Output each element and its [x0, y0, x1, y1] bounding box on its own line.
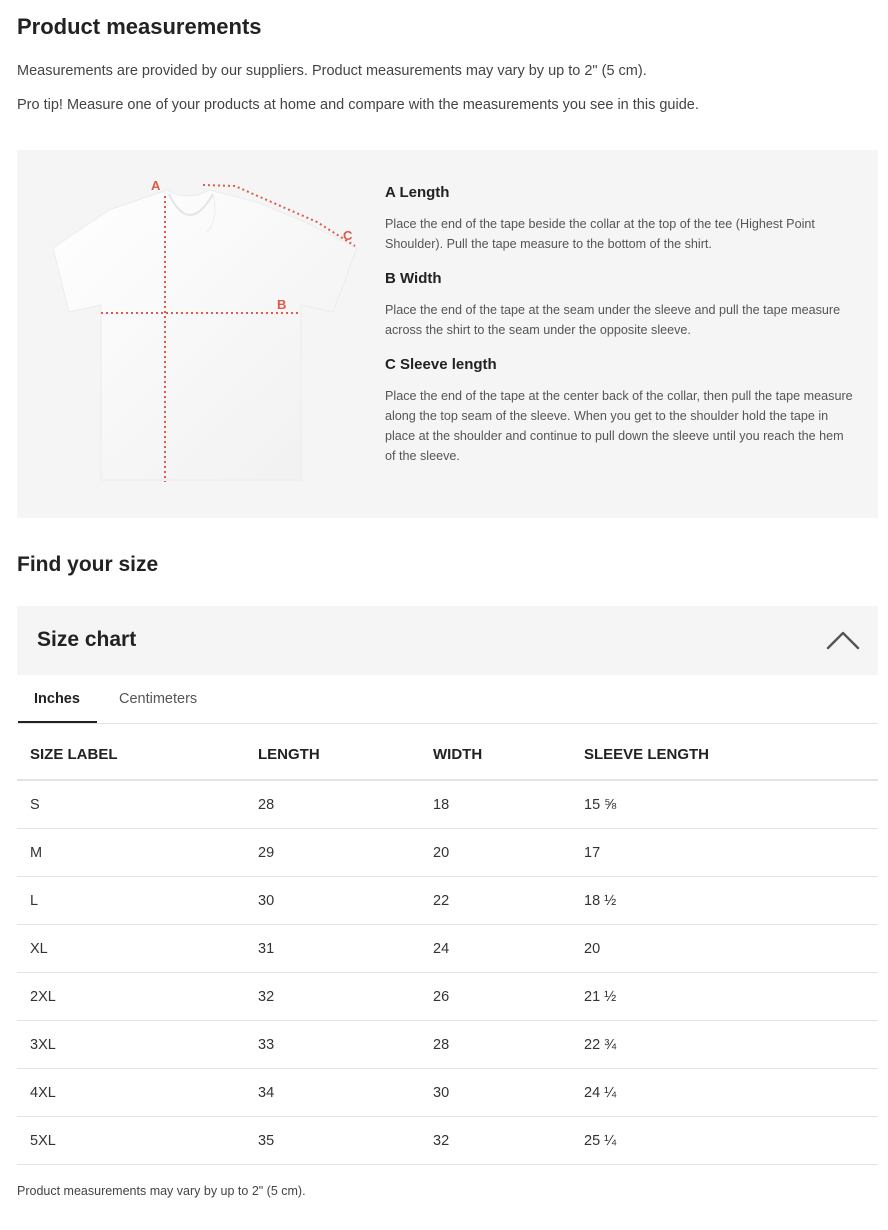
measurement-description: Place the end of the tape at the center back of the collar, then pull the tape measure along the top seam of the sleeve. When you get to the shoulder hold the tape in place at the shoulder and continue to pull down the sleeve until you reach the hem of the sleeve. — [385, 389, 853, 463]
table-row — [17, 1021, 878, 1069]
active-tab-indicator — [18, 721, 97, 723]
size-chart-table — [17, 729, 878, 1165]
length-cell: 34 — [258, 1069, 433, 1117]
size-label-cell: L — [17, 877, 258, 925]
width-cell: 20 — [433, 829, 584, 877]
column-header-width: WIDTH — [433, 729, 584, 780]
measurement-description: Place the end of the tape at the seam under the sleeve and pull the tape measure across the shirt to the seam under the opposite sleeve. — [385, 303, 841, 337]
size-label-cell: 4XL — [17, 1069, 258, 1117]
measurement-instructions — [385, 184, 855, 482]
measurement-title: B Width — [385, 270, 442, 287]
size-label-cell: S — [17, 780, 258, 829]
column-header-length: LENGTH — [258, 729, 433, 780]
supplier-note: Measurements are provided by our suppliers. Product measurements may vary by up to 2" (5 cm). — [17, 63, 647, 79]
length-cell: 33 — [258, 1021, 433, 1069]
width-cell: 28 — [433, 1021, 584, 1069]
unit-tabs — [17, 676, 878, 724]
width-cell: 24 — [433, 925, 584, 973]
table-header-row — [17, 729, 878, 780]
sleeve-length-cell: 25 ¼ — [584, 1117, 878, 1165]
width-cell: 30 — [433, 1069, 584, 1117]
sleeve-length-cell: 20 — [584, 925, 878, 973]
size-chart-footnote: Product measurements may vary by up to 2" (5 cm). — [17, 1184, 306, 1198]
measurement-width — [385, 270, 855, 340]
chevron-up-icon[interactable] — [826, 630, 860, 650]
marker-b-label: B — [277, 297, 287, 312]
size-label-cell: XL — [17, 925, 258, 973]
sleeve-length-cell: 17 — [584, 829, 878, 877]
length-cell: 32 — [258, 973, 433, 1021]
length-cell: 29 — [258, 829, 433, 877]
find-your-size-heading: Find your size — [17, 553, 159, 576]
tab-inches[interactable]: Inches — [34, 691, 80, 707]
width-cell: 22 — [433, 877, 584, 925]
size-chart-accordion-header[interactable] — [17, 606, 878, 675]
sleeve-length-cell: 21 ½ — [584, 973, 878, 1021]
sleeve-length-cell: 24 ¼ — [584, 1069, 878, 1117]
size-label-cell: 5XL — [17, 1117, 258, 1165]
sleeve-length-cell: 15 ⅝ — [584, 780, 878, 829]
table-row — [17, 925, 878, 973]
width-cell: 26 — [433, 973, 584, 1021]
pro-tip: Pro tip! Measure one of your products at home and compare with the measurements you see in this guide. — [17, 97, 699, 113]
size-label-cell: M — [17, 829, 258, 877]
table-row — [17, 1117, 878, 1165]
table-row — [17, 829, 878, 877]
column-header-sleeve-length: SLEEVE LENGTH — [584, 729, 878, 780]
page-title: Product measurements — [17, 14, 262, 39]
table-row — [17, 973, 878, 1021]
size-label-cell: 2XL — [17, 973, 258, 1021]
marker-a-label: A — [151, 178, 161, 193]
length-cell: 35 — [258, 1117, 433, 1165]
table-row — [17, 1069, 878, 1117]
width-cell: 18 — [433, 780, 584, 829]
measurement-length — [385, 184, 855, 254]
measurement-title: A Length — [385, 184, 450, 201]
length-cell: 28 — [258, 780, 433, 829]
column-header-size-label: SIZE LABEL — [17, 729, 258, 780]
tab-centimeters[interactable]: Centimeters — [119, 691, 198, 707]
length-cell: 31 — [258, 925, 433, 973]
size-label-cell: 3XL — [17, 1021, 258, 1069]
table-row — [17, 877, 878, 925]
measurement-markers — [17, 150, 377, 518]
length-cell: 30 — [258, 877, 433, 925]
size-chart-title: Size chart — [37, 628, 137, 651]
measurement-description: Place the end of the tape beside the collar at the top of the tee (Highest Point Shoulder). Pull the tape measure to the bottom of the shirt. — [385, 217, 815, 251]
measurement-title: C Sleeve length — [385, 356, 497, 373]
sleeve-line-c — [203, 185, 355, 246]
sleeve-length-cell: 22 ¾ — [584, 1021, 878, 1069]
measurement-guide-panel — [17, 150, 878, 518]
sleeve-length-cell: 18 ½ — [584, 877, 878, 925]
marker-c-label: C — [343, 228, 353, 243]
table-row — [17, 780, 878, 829]
width-cell: 32 — [433, 1117, 584, 1165]
measurement-sleeve-length — [385, 356, 855, 466]
